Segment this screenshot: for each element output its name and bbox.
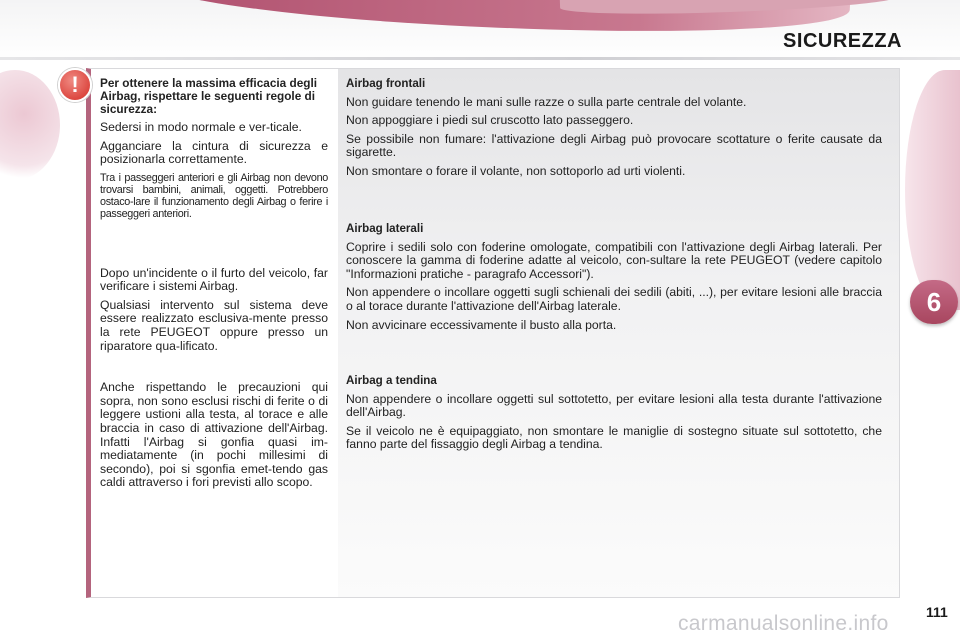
rule-qualified-service: Qualsiasi intervento sul sistema deve essere realizzato esclusiva-mente presso la rete PEUGEOT oppure presso un riparatore qua-lificato. — [100, 297, 328, 353]
paragraph: Non avvicinare eccessivamente il busto alla porta. — [346, 317, 617, 332]
section-heading: Airbag laterali — [346, 222, 424, 235]
right-decoration — [905, 70, 960, 310]
rule-seatbelt: Agganciare la cintura di sicurezza e posizionarla correttamente. — [100, 138, 328, 167]
paragraph: Se il veicolo ne è equipaggiato, non smontare le maniglie di sostegno situate sul sottotetto, che fanno parte del fissaggio degli Airbag a tendina. — [346, 423, 882, 452]
paragraph: Coprire i sedili solo con foderine omologate, compatibili con l'attivazione degli Airbag laterali. Per conoscere la gamma di foderine adatte al veicolo, con-sultare la rete PEUGEOT (vedere capitolo "Informazioni pratiche - paragrafo Accessori"). — [346, 239, 882, 281]
residual-risk-note: Anche rispettando le precauzioni qui sopra, non sono esclusi rischi di ferite o di leggere ustioni alla testa, al torace e alle braccia in caso di attivazione dell'Airbag. Infatti l'Airbag si gonfia quasi im-mediatamente (in pochi millesimi di secondo), poi si sgonfia emet-tendo gas caldi attraverso i fori previsti allo scopo. — [100, 380, 328, 490]
paragraph: Non appendere o incollare oggetti sul sottotetto, per evitare lesioni alla testa durante l'attivazione dell'Airbag. — [346, 391, 882, 420]
paragraph: Se possibile non fumare: l'attivazione degli Airbag può provocare scottature o ferite causate da sigarette. — [346, 131, 882, 160]
section-curtain-airbags — [346, 374, 882, 457]
safety-rules-column — [100, 77, 328, 495]
header-divider — [0, 57, 960, 60]
paragraph: Non appoggiare i piedi sul cruscotto lato passeggero. — [346, 113, 634, 128]
left-decoration — [0, 70, 60, 180]
section-heading: Airbag a tendina — [346, 374, 437, 387]
page-title: SICUREZZA — [783, 30, 902, 52]
section-heading: Airbag frontali — [346, 77, 426, 90]
section-front-airbags — [346, 77, 882, 184]
paragraph: Non guidare tenendo le mani sulle razze o sulla parte centrale del volante. — [346, 94, 747, 109]
rule-after-accident: Dopo un'incidente o il furto del veicolo, far verificare i sistemi Airbag. — [100, 265, 328, 294]
rule-sitting: Sedersi in modo normale e ver-ticale. — [100, 120, 302, 134]
chapter-tab[interactable]: 6 — [910, 280, 958, 324]
warning-icon: ! — [58, 68, 92, 102]
safety-rules-lead: Per ottenere la massima efficacia degli Airbag, rispettare le seguenti regole di sicurezza: — [100, 76, 318, 116]
paragraph: Non appendere o incollare oggetti sugli schienali dei sedili (abiti, ...), per evitare lesioni alle braccia o al torace durante l'attivazione dell'Airbag laterale. — [346, 285, 882, 313]
paragraph: Non smontare o forare il volante, non sottoporlo ad urti violenti. — [346, 163, 686, 178]
watermark: carmanualsonline.info — [678, 612, 889, 635]
section-side-airbags — [346, 222, 882, 337]
rule-no-obstacles: Tra i passeggeri anteriori e gli Airbag non devono trovarsi bambini, animali, oggetti. Potrebbero ostaco-lare il funzionamento degli Airbag o ferire i passeggeri anteriori. — [100, 171, 328, 221]
page-number: 111 — [926, 604, 948, 620]
